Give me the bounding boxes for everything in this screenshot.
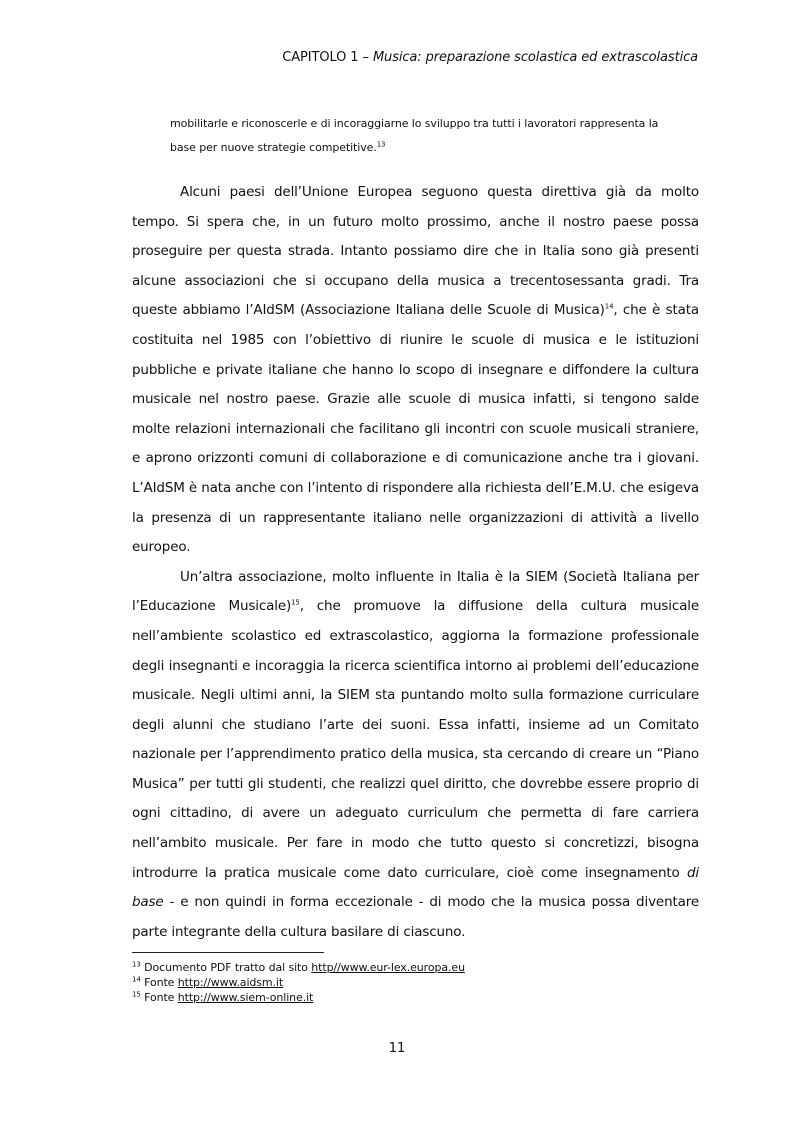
chapter-title: Musica: preparazione scolastica ed extrascolastica [372, 50, 698, 65]
quote-line-1: mobilitarle e riconoscerle e di incoraggiarne lo sviluppo tra tutti i lavoratori rappresenta la [170, 117, 659, 130]
quote-line-2 [170, 136, 670, 160]
footnote-text: Fonte [140, 991, 178, 1004]
footnote-text: Documento PDF tratto dal sito [140, 961, 312, 974]
footnotes [132, 960, 699, 1005]
paragraph-2-part-3: - e non quindi in forma eccezionale - di modo che la musica possa diventare parte integrante della cultura basilare di ciascuno. [132, 894, 699, 940]
footnote-link[interactable]: http//www.eur-lex.europa.eu [311, 961, 465, 974]
footnote-13 [132, 960, 699, 975]
paragraph-1-part-2: , che è stata costituita nel 1985 con l’obiettivo di riunire le scuole di musica e le istituzioni pubbliche e private italiane che hanno lo scopo di insegnare e diffondere la cultura musicale nel nostro paese. Grazie alle scuole di musica infatti, si tengono salde molte relazioni internazionali che facilitano gli incontri con scuole musicali straniere, e aprono orizzonti comuni di collaborazione e di comunicazione anche tra i giovani. L’AIdSM è nata anche con l’intento di rispondere alla richiesta dell’E.M.U. che esigeva la presenza di un rappresentante italiano nelle organizzazioni di attività a livello europeo. [132, 302, 699, 556]
footnote-number: 13 [132, 960, 141, 969]
footnote-ref-13[interactable]: 13 [376, 140, 386, 149]
block-quote [170, 112, 670, 160]
paragraph-2-part-2: , che promuove la diffusione della cultura musicale nell’ambiente scolastico ed extrascolastico, aggiorna la formazione professionale degli insegnanti e incoraggia la ricerca scientifica intorno ai problemi dell’educazione musicale. Negli ultimi anni, la SIEM sta puntando molto sulla formazione curriculare degli alunni che studiano l’arte dei suoni. Essa infatti, insieme ad un Comitato nazionale per l’apprendimento pratico della musica, sta cercando di creare un “Piano Musica” per tutti gli studenti, che realizzi quel diritto, che dovrebbe essere proprio di ogni cittadino, di avere un adeguato curriculum che permetta di fare carriera nell’ambito musicale. Per fare in modo che tutto questo si concretizzi, bisogna introdurre la pratica musicale come dato curriculare, cioè come insegnamento [132, 598, 699, 881]
footnote-separator [132, 952, 324, 953]
running-header [282, 50, 698, 65]
footnote-number: 15 [132, 990, 141, 999]
footnote-15 [132, 990, 699, 1005]
footnote-14 [132, 975, 699, 990]
footnote-number: 14 [132, 975, 141, 984]
paragraph-2 [132, 563, 699, 948]
paragraph-2-italic: di base [132, 864, 699, 911]
paragraph-1 [132, 178, 699, 563]
footnote-link[interactable]: http://www.siem-online.it [177, 991, 314, 1004]
body-text [132, 178, 699, 947]
chapter-label: CAPITOLO 1 – [282, 50, 373, 65]
quote-line-2-text: base per nuove strategie competitive. [170, 141, 377, 154]
footnote-text: Fonte [140, 976, 178, 989]
page-number: 11 [388, 1041, 406, 1056]
footnote-ref-14[interactable]: 14 [604, 302, 614, 311]
paragraph-1-part-1: Alcuni paesi dell’Unione Europea seguono questa direttiva già da molto tempo. Si spera che, in un futuro molto prossimo, anche il nostro paese possa proseguire per questa strada. Intanto possiamo dire che in Italia sono già presenti alcune associazioni che si occupano della musica a trecentosessanta gradi. Tra queste abbiamo l’AIdSM (Associazione Italiana delle Scuole di Musica) [132, 184, 699, 319]
footnote-ref-15[interactable]: 15 [291, 598, 300, 607]
footnote-link[interactable]: http://www.aidsm.it [177, 976, 284, 989]
paragraph-2-part-1: Un’altra associazione, molto influente in Italia è la SIEM (Società Italiana per l’Educazione Musicale) [132, 568, 699, 615]
